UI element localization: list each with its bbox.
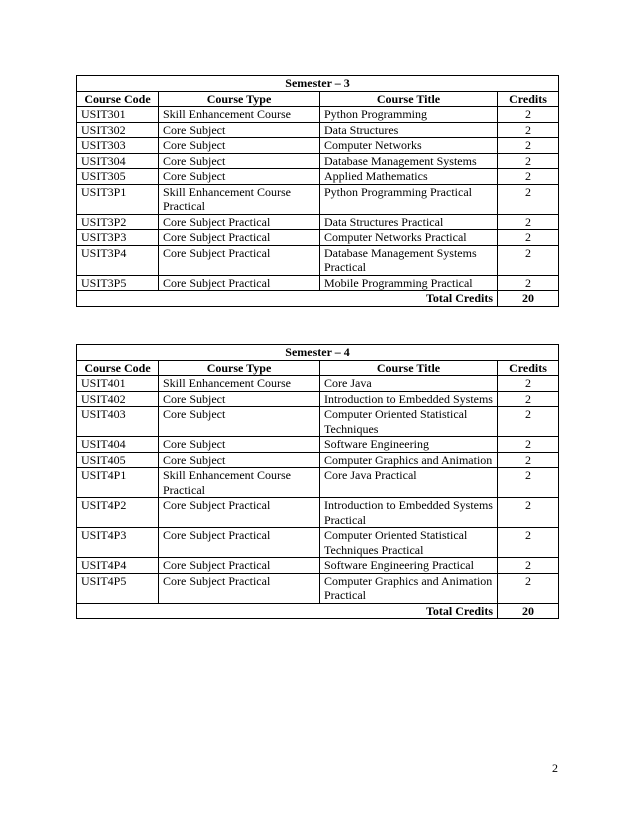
table-row — [77, 230, 559, 246]
course-type-cell: Core Subject Practical — [159, 230, 320, 246]
header-course-code: Course Code — [77, 91, 159, 107]
table-row — [77, 528, 559, 558]
table-row — [77, 153, 559, 169]
table-row — [77, 107, 559, 123]
course-type-cell: Skill Enhancement Course Practical — [159, 184, 320, 214]
credits-cell: 2 — [498, 407, 559, 437]
table-row — [77, 184, 559, 214]
credits-cell: 2 — [498, 245, 559, 275]
course-code-cell: USIT4P3 — [77, 528, 159, 558]
credits-cell: 2 — [498, 468, 559, 498]
course-title-cell: Database Management Systems Practical — [320, 245, 498, 275]
credits-cell: 2 — [498, 169, 559, 185]
course-type-cell: Core Subject Practical — [159, 573, 320, 603]
header-course-type: Course Type — [159, 91, 320, 107]
table-row — [77, 245, 559, 275]
course-type-cell: Core Subject Practical — [159, 528, 320, 558]
course-title-cell: Computer Graphics and Animation — [320, 452, 498, 468]
course-title-cell: Core Java — [320, 376, 498, 392]
semester-4-table — [76, 344, 559, 619]
header-credits: Credits — [498, 360, 559, 376]
course-title-cell: Database Management Systems — [320, 153, 498, 169]
total-credits-label: Total Credits — [77, 603, 498, 619]
table-row — [77, 573, 559, 603]
course-title-cell: Software Engineering — [320, 437, 498, 453]
course-type-cell: Core Subject Practical — [159, 275, 320, 291]
semester-title: Semester – 4 — [77, 345, 559, 361]
course-title-cell: Computer Networks — [320, 138, 498, 154]
table-row — [77, 138, 559, 154]
course-type-cell: Core Subject — [159, 407, 320, 437]
course-title-cell: Python Programming — [320, 107, 498, 123]
course-code-cell: USIT404 — [77, 437, 159, 453]
credits-cell: 2 — [498, 214, 559, 230]
course-type-cell: Core Subject Practical — [159, 245, 320, 275]
credits-cell: 2 — [498, 153, 559, 169]
course-title-cell: Data Structures Practical — [320, 214, 498, 230]
header-row — [77, 91, 559, 107]
course-code-cell: USIT302 — [77, 122, 159, 138]
course-title-cell: Software Engineering Practical — [320, 558, 498, 574]
course-code-cell: USIT3P4 — [77, 245, 159, 275]
total-credits-label: Total Credits — [77, 291, 498, 307]
course-code-cell: USIT305 — [77, 169, 159, 185]
course-type-cell: Core Subject — [159, 437, 320, 453]
credits-cell: 2 — [498, 376, 559, 392]
course-code-cell: USIT4P4 — [77, 558, 159, 574]
credits-cell: 2 — [498, 184, 559, 214]
course-type-cell: Core Subject Practical — [159, 498, 320, 528]
credits-cell: 2 — [498, 391, 559, 407]
course-type-cell: Core Subject Practical — [159, 558, 320, 574]
course-type-cell: Core Subject — [159, 169, 320, 185]
course-code-cell: USIT405 — [77, 452, 159, 468]
course-type-cell: Core Subject — [159, 153, 320, 169]
credits-cell: 2 — [498, 498, 559, 528]
course-type-cell: Core Subject — [159, 138, 320, 154]
table-row — [77, 558, 559, 574]
header-course-title: Course Title — [320, 360, 498, 376]
header-course-type: Course Type — [159, 360, 320, 376]
total-row — [77, 291, 559, 307]
course-type-cell: Core Subject — [159, 122, 320, 138]
course-title-cell: Computer Oriented Statistical Techniques — [320, 407, 498, 437]
course-title-cell: Python Programming Practical — [320, 184, 498, 214]
table-row — [77, 498, 559, 528]
course-code-cell: USIT403 — [77, 407, 159, 437]
course-code-cell: USIT3P5 — [77, 275, 159, 291]
header-credits: Credits — [498, 91, 559, 107]
semester-title-row — [77, 76, 559, 92]
table-row — [77, 437, 559, 453]
semester-title-row — [77, 345, 559, 361]
table-row — [77, 407, 559, 437]
total-credits-value: 20 — [498, 603, 559, 619]
course-title-cell: Computer Graphics and Animation Practical — [320, 573, 498, 603]
total-row — [77, 603, 559, 619]
credits-cell: 2 — [498, 138, 559, 154]
course-type-cell: Core Subject Practical — [159, 214, 320, 230]
course-code-cell: USIT303 — [77, 138, 159, 154]
course-code-cell: USIT4P2 — [77, 498, 159, 528]
credits-cell: 2 — [498, 437, 559, 453]
credits-cell: 2 — [498, 573, 559, 603]
course-type-cell: Core Subject — [159, 452, 320, 468]
course-code-cell: USIT4P1 — [77, 468, 159, 498]
course-title-cell: Applied Mathematics — [320, 169, 498, 185]
course-type-cell: Skill Enhancement Course — [159, 107, 320, 123]
course-title-cell: Computer Networks Practical — [320, 230, 498, 246]
course-title-cell: Introduction to Embedded Systems Practical — [320, 498, 498, 528]
course-type-cell: Skill Enhancement Course — [159, 376, 320, 392]
credits-cell: 2 — [498, 558, 559, 574]
course-type-cell: Core Subject — [159, 391, 320, 407]
course-code-cell: USIT402 — [77, 391, 159, 407]
header-course-code: Course Code — [77, 360, 159, 376]
table-row — [77, 391, 559, 407]
table-row — [77, 452, 559, 468]
course-type-cell: Skill Enhancement Course Practical — [159, 468, 320, 498]
page-number: 2 — [552, 761, 558, 775]
course-code-cell: USIT4P5 — [77, 573, 159, 603]
table-row — [77, 376, 559, 392]
header-course-title: Course Title — [320, 91, 498, 107]
table-row — [77, 122, 559, 138]
course-code-cell: USIT3P2 — [77, 214, 159, 230]
course-title-cell: Introduction to Embedded Systems — [320, 391, 498, 407]
table-row — [77, 214, 559, 230]
credits-cell: 2 — [498, 528, 559, 558]
credits-cell: 2 — [498, 275, 559, 291]
course-code-cell: USIT301 — [77, 107, 159, 123]
semester-3-table — [76, 75, 559, 307]
header-row — [77, 360, 559, 376]
credits-cell: 2 — [498, 122, 559, 138]
semester-title: Semester – 3 — [77, 76, 559, 92]
course-title-cell: Mobile Programming Practical — [320, 275, 498, 291]
course-code-cell: USIT304 — [77, 153, 159, 169]
course-title-cell: Data Structures — [320, 122, 498, 138]
course-code-cell: USIT401 — [77, 376, 159, 392]
credits-cell: 2 — [498, 107, 559, 123]
total-credits-value: 20 — [498, 291, 559, 307]
course-title-cell: Computer Oriented Statistical Techniques Practical — [320, 528, 498, 558]
course-code-cell: USIT3P1 — [77, 184, 159, 214]
course-code-cell: USIT3P3 — [77, 230, 159, 246]
credits-cell: 2 — [498, 452, 559, 468]
credits-cell: 2 — [498, 230, 559, 246]
table-row — [77, 468, 559, 498]
course-title-cell: Core Java Practical — [320, 468, 498, 498]
table-row — [77, 169, 559, 185]
table-row — [77, 275, 559, 291]
